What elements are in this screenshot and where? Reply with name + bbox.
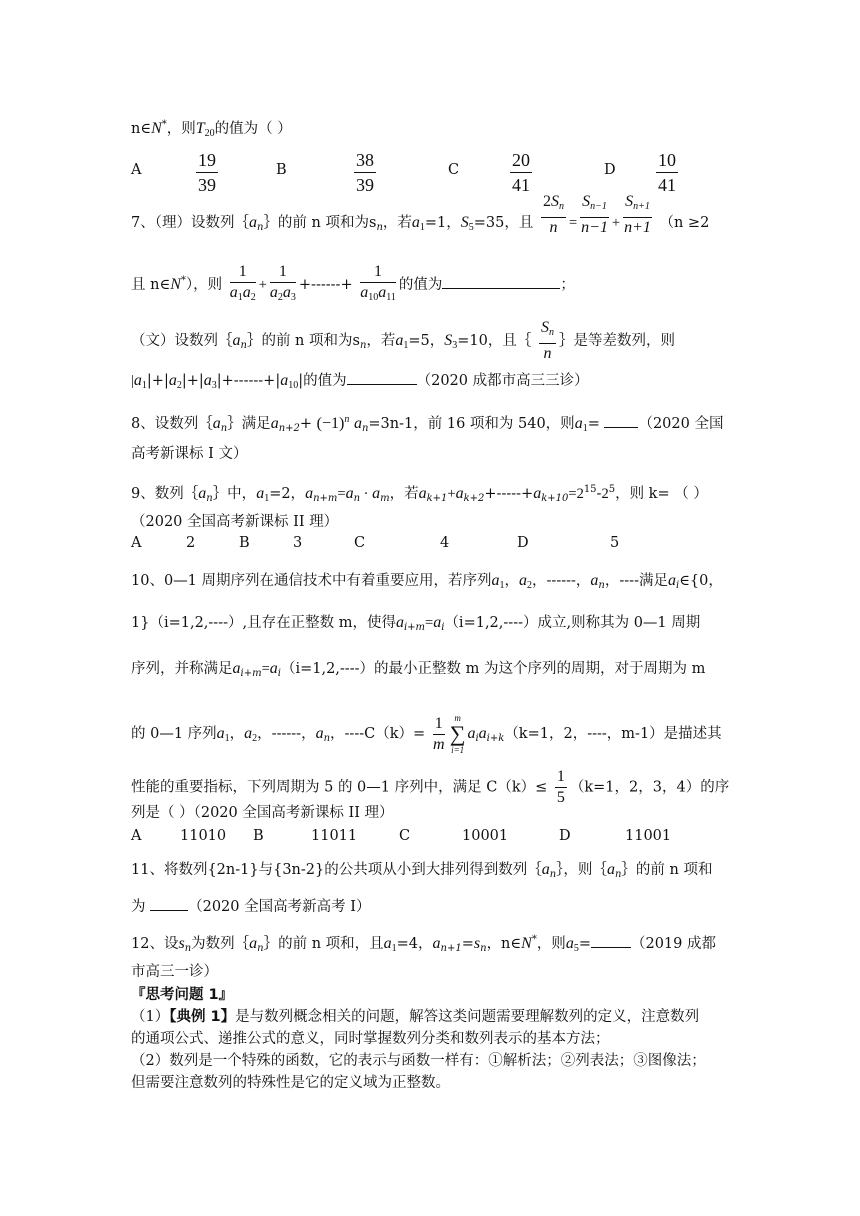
q9-option-a-label: A: [131, 535, 142, 551]
q6-option-a-value: $\frac{19}{39}$: [198, 150, 216, 195]
q10-line6: 列是（ ）（2020 全国高考新课标 II 理）: [131, 805, 394, 821]
q10-line5: 性能的重要指标，下列周期为 5 的 0—1 序列中，满足 C（k）≤ $\frac{1}{5}$ （k=1，2，3，4）的序: [131, 768, 730, 806]
q7-line4: $|a_1|+|a_2|+|a_3|+------+|a_{10}|$的值为 （2020 成都市高三三诊）: [131, 372, 589, 391]
q9-line2: （2020 全国高考新课标 II 理）: [131, 514, 339, 530]
q9-option-b-value: 3: [293, 535, 303, 551]
q7-line2: 且 n∈N*），则 $\frac{1}{a_1a_2}$ + $\frac{1}{a_2a_3}$ +------+ $\frac{1}{a_{10}a_{11}}$ 的值为 ；: [131, 263, 575, 303]
think-p1-line1: （1）【典例 1】是与数列概念相关的问题，解答这类问题需要理解数列的定义，注意数列: [131, 1009, 700, 1025]
q9-option-d-value: 5: [610, 535, 620, 551]
q10-option-d-label: D: [559, 828, 571, 844]
q10-option-b-label: B: [253, 828, 264, 844]
think-p1-line2: 的通项公式、递推公式的意义，同时掌握数列分类和数列表示的基本方法；: [131, 1031, 610, 1047]
q8-line2: 高考新课标 I 文）: [131, 446, 248, 462]
q11-line2: 为 （2020 全国高考新高考 I）: [131, 896, 370, 917]
q9-option-c-label: C: [354, 535, 366, 551]
q10-option-a-label: A: [131, 828, 142, 844]
q6-option-c-label: C: [448, 162, 460, 178]
q12-line1: 12、设$s_n$为数列$\{a_n\}$的前 n 项和，且$a_1=4$，$a_{n+1}=s_n$，n∈N*，则$a_5= (2019$ 成都: [131, 934, 716, 954]
q9-option-b-label: B: [239, 535, 250, 551]
q6-option-b-label: B: [276, 162, 287, 178]
q10-line4: 的 0—1 序列$a_1$，$a_2$，------，$a_n$，----C（k）= $\frac{1}{m}$ m ∑ i=1 $a_ia_{i+k}(k=1$，2，----，m-1）是描述其: [131, 713, 722, 755]
q12-line2: 市高三一诊）: [131, 964, 218, 980]
q9-option-d-label: D: [517, 535, 529, 551]
q12-answer-blank[interactable]: [591, 933, 631, 948]
think-p2-line2: 但需要注意数列的特殊性是它的定义域为正整数。: [131, 1075, 450, 1091]
q7-line1: 7、（理）设数列$\{a_n\}$的前 n 项和为$s_n$，若$a_1=1$，$S_5=35$，且 $\frac{2S_n}{n}$ = $\frac{S_{n-1}}{n-1}$ + $\frac{S_{n+1}}{n+1}$ （n ≥2: [131, 193, 710, 236]
q10-option-b-value: 11011: [311, 828, 358, 844]
q9-line1: 9、数列$\{a_n\}$中，$a_1=2$，$a_{n+m}=a_n \cdot a_m$，若$a_{k+1}+a_{k+2}+-----+a_{k+10}=2^{15}-2^5$，则 k= （ ）: [131, 484, 708, 504]
q7-wen-answer-blank[interactable]: [347, 370, 417, 385]
q6-option-d-label: D: [604, 162, 616, 178]
q10-option-a-value: 11010: [180, 828, 227, 844]
q10-line1: 10、0—1 周期序列在通信技术中有着重要应用，若序列$a_1$，$a_2$，------，$a_n$，----满足$a_i\in\{0$，: [131, 572, 723, 591]
q10-option-d-value: 11001: [625, 828, 672, 844]
q6-option-a-label: A: [131, 162, 142, 178]
q9-option-a-value: 2: [186, 535, 196, 551]
q8-line1: 8、设数列$\{a_n\}$满足$a_{n+2}+ (-1)^n$ $a_n=3n-1$，前 16 项和为 540，则$a_1= (2020$ 全国: [131, 414, 724, 434]
q10-option-c-label: C: [399, 828, 411, 844]
think-title: 『思考问题 1』: [131, 987, 234, 1003]
q10-option-c-value: 10001: [462, 828, 509, 844]
q10-line3: 序列，并称满足$a_{i+m}=a_i(i=1,2,----)$的最小正整数 m 为这个序列的周期，对于周期为 m: [131, 660, 706, 679]
q10-line2: 1}（i=1,2,----）,且存在正整数 m，使得$a_{i+m}=a_i(i=1,2,----)$成立,则称其为 0—1 周期: [131, 614, 701, 633]
q11-answer-blank[interactable]: [150, 896, 188, 911]
q11-line1: 11、将数列{2n-1}与{3n-2}的公共项从小到大排列得到数列$\{a_n\}$，则$\{a_n\}$的前 n 项和: [131, 861, 713, 880]
q8-answer-blank[interactable]: [604, 413, 638, 428]
q6-option-c-value: $\frac{20}{41}$: [512, 150, 530, 195]
q6-tail: n∈N*，则$T_{20}$的值为（ ）: [131, 119, 292, 139]
q6-option-d-value: $\frac{10}{41}$: [658, 150, 676, 195]
q7-line3: （文）设数列$\{a_n\}$的前 n 项和为$s_n$，若$a_1=5$，$S_3=10$，且｛ $\frac{S_n}{n}$ ｝是等差数列，则: [131, 319, 675, 362]
think-p2-line1: （2）数列是一个特殊的函数，它的表示与函数一样有：①解析法；②列表法；③图像法；: [131, 1053, 706, 1069]
q9-option-c-value: 4: [440, 535, 450, 551]
q6-option-b-value: $\frac{38}{39}$: [356, 150, 374, 195]
q7-answer-blank[interactable]: [442, 274, 560, 289]
